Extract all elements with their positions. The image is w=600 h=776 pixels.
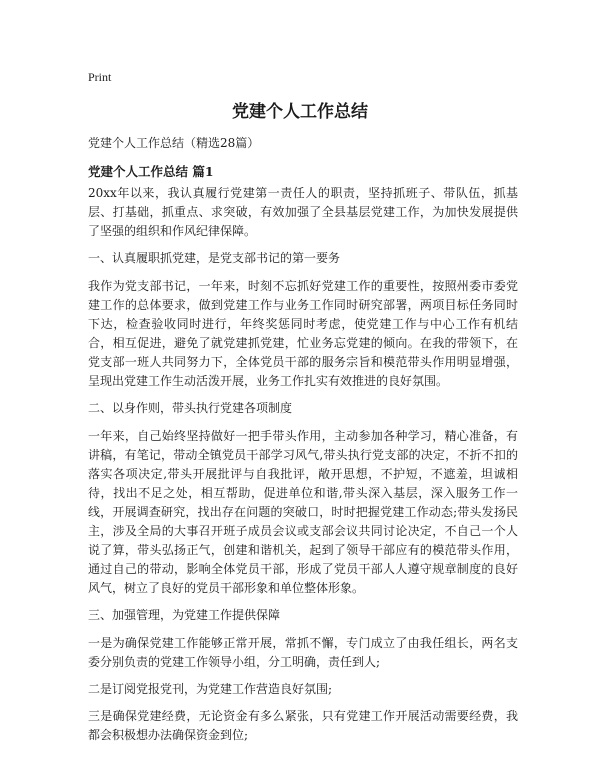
subheading-2: 二、以身作则，带头执行党建各项制度 bbox=[88, 401, 293, 415]
subheading-3: 三、加强管理，为党建工作提供保障 bbox=[88, 608, 281, 622]
body-paragraph: 一是为确保党建工作能够正常开展，常抓不懈，专门成立了由我任组长，两名支委分别负责的党建工作领导小组，分工明确，责任到人; bbox=[88, 636, 518, 669]
section-title: 党建个人工作总结 篇1 bbox=[88, 164, 214, 179]
body-paragraph: 三是确保党建经费，无论资金有多么紧张，只有党建工作开展活动需要经费，我都会积极想办法确保资金到位; bbox=[88, 709, 518, 742]
body-paragraph: 一年来，自己始终坚持做好一把手带头作用，主动参加各种学习，精心准备，有讲稿，有笔记，带动全镇党员干部学习风气,带头执行党支部的决定，不折不扣的落实各项决定,带头开展批评与自我批评，敞开思想，不护短，不遮羞，坦诚相待，找出不足之处，相互帮助，促进单位和谐,带头深入基层，深入服务工作一线，开展调查研究，找出存在问题的突破口，时时把握党建工作动态;带头发扬民主，涉及全局的大事召开班子成员会议或支部会议共同讨论决定，不自己一个人说了算，带头弘扬正气，创建和谐机关，起到了领导干部应有的模范带头作用，通过自己的带动，影响全体党员干部，形成了党员干部人人遵守规章制度的良好风气，树立了良好的党员干部形象和单位整体形象。 bbox=[88, 429, 518, 595]
intro-paragraph: 20xx年以来，我认真履行党建第一责任人的职责，坚持抓班子、带队伍，抓基层、打基础，抓重点、求突破，有效加强了全县基层党建工作，为加快发展提供了坚强的组织和作风纪律保障。 bbox=[88, 186, 518, 238]
document-title: 党建个人工作总结 bbox=[232, 102, 368, 122]
body-paragraph: 我作为党支部书记，一年来，时刻不忘抓好党建工作的重要性，按照州委市委党建工作的总体要求，做到党建工作与业务工作同时研究部署，两项目标任务同时下达，检查验收同时进行，年终奖惩同时考虑，使党建工作与中心工作有机结合，相互促进，避免了就党建抓党建，忙业务忘党建的倾向。在我的带领下，在党支部一班人共同努力下，全体党员干部的服务宗旨和模范带头作用明显增强，呈现出党建工作生动活泼开展，业务工作扎实有效推进的良好氛围。 bbox=[88, 279, 518, 388]
document-subtitle: 党建个人工作总结（精选28篇） bbox=[88, 136, 260, 150]
body-paragraph: 二是订阅党报党刊，为党建工作营造良好氛围; bbox=[88, 682, 333, 696]
subheading-1: 一、认真履职抓党建，是党支部书记的第一要务 bbox=[88, 251, 341, 265]
document-body bbox=[88, 184, 518, 753]
print-link[interactable]: Print bbox=[88, 70, 112, 84]
